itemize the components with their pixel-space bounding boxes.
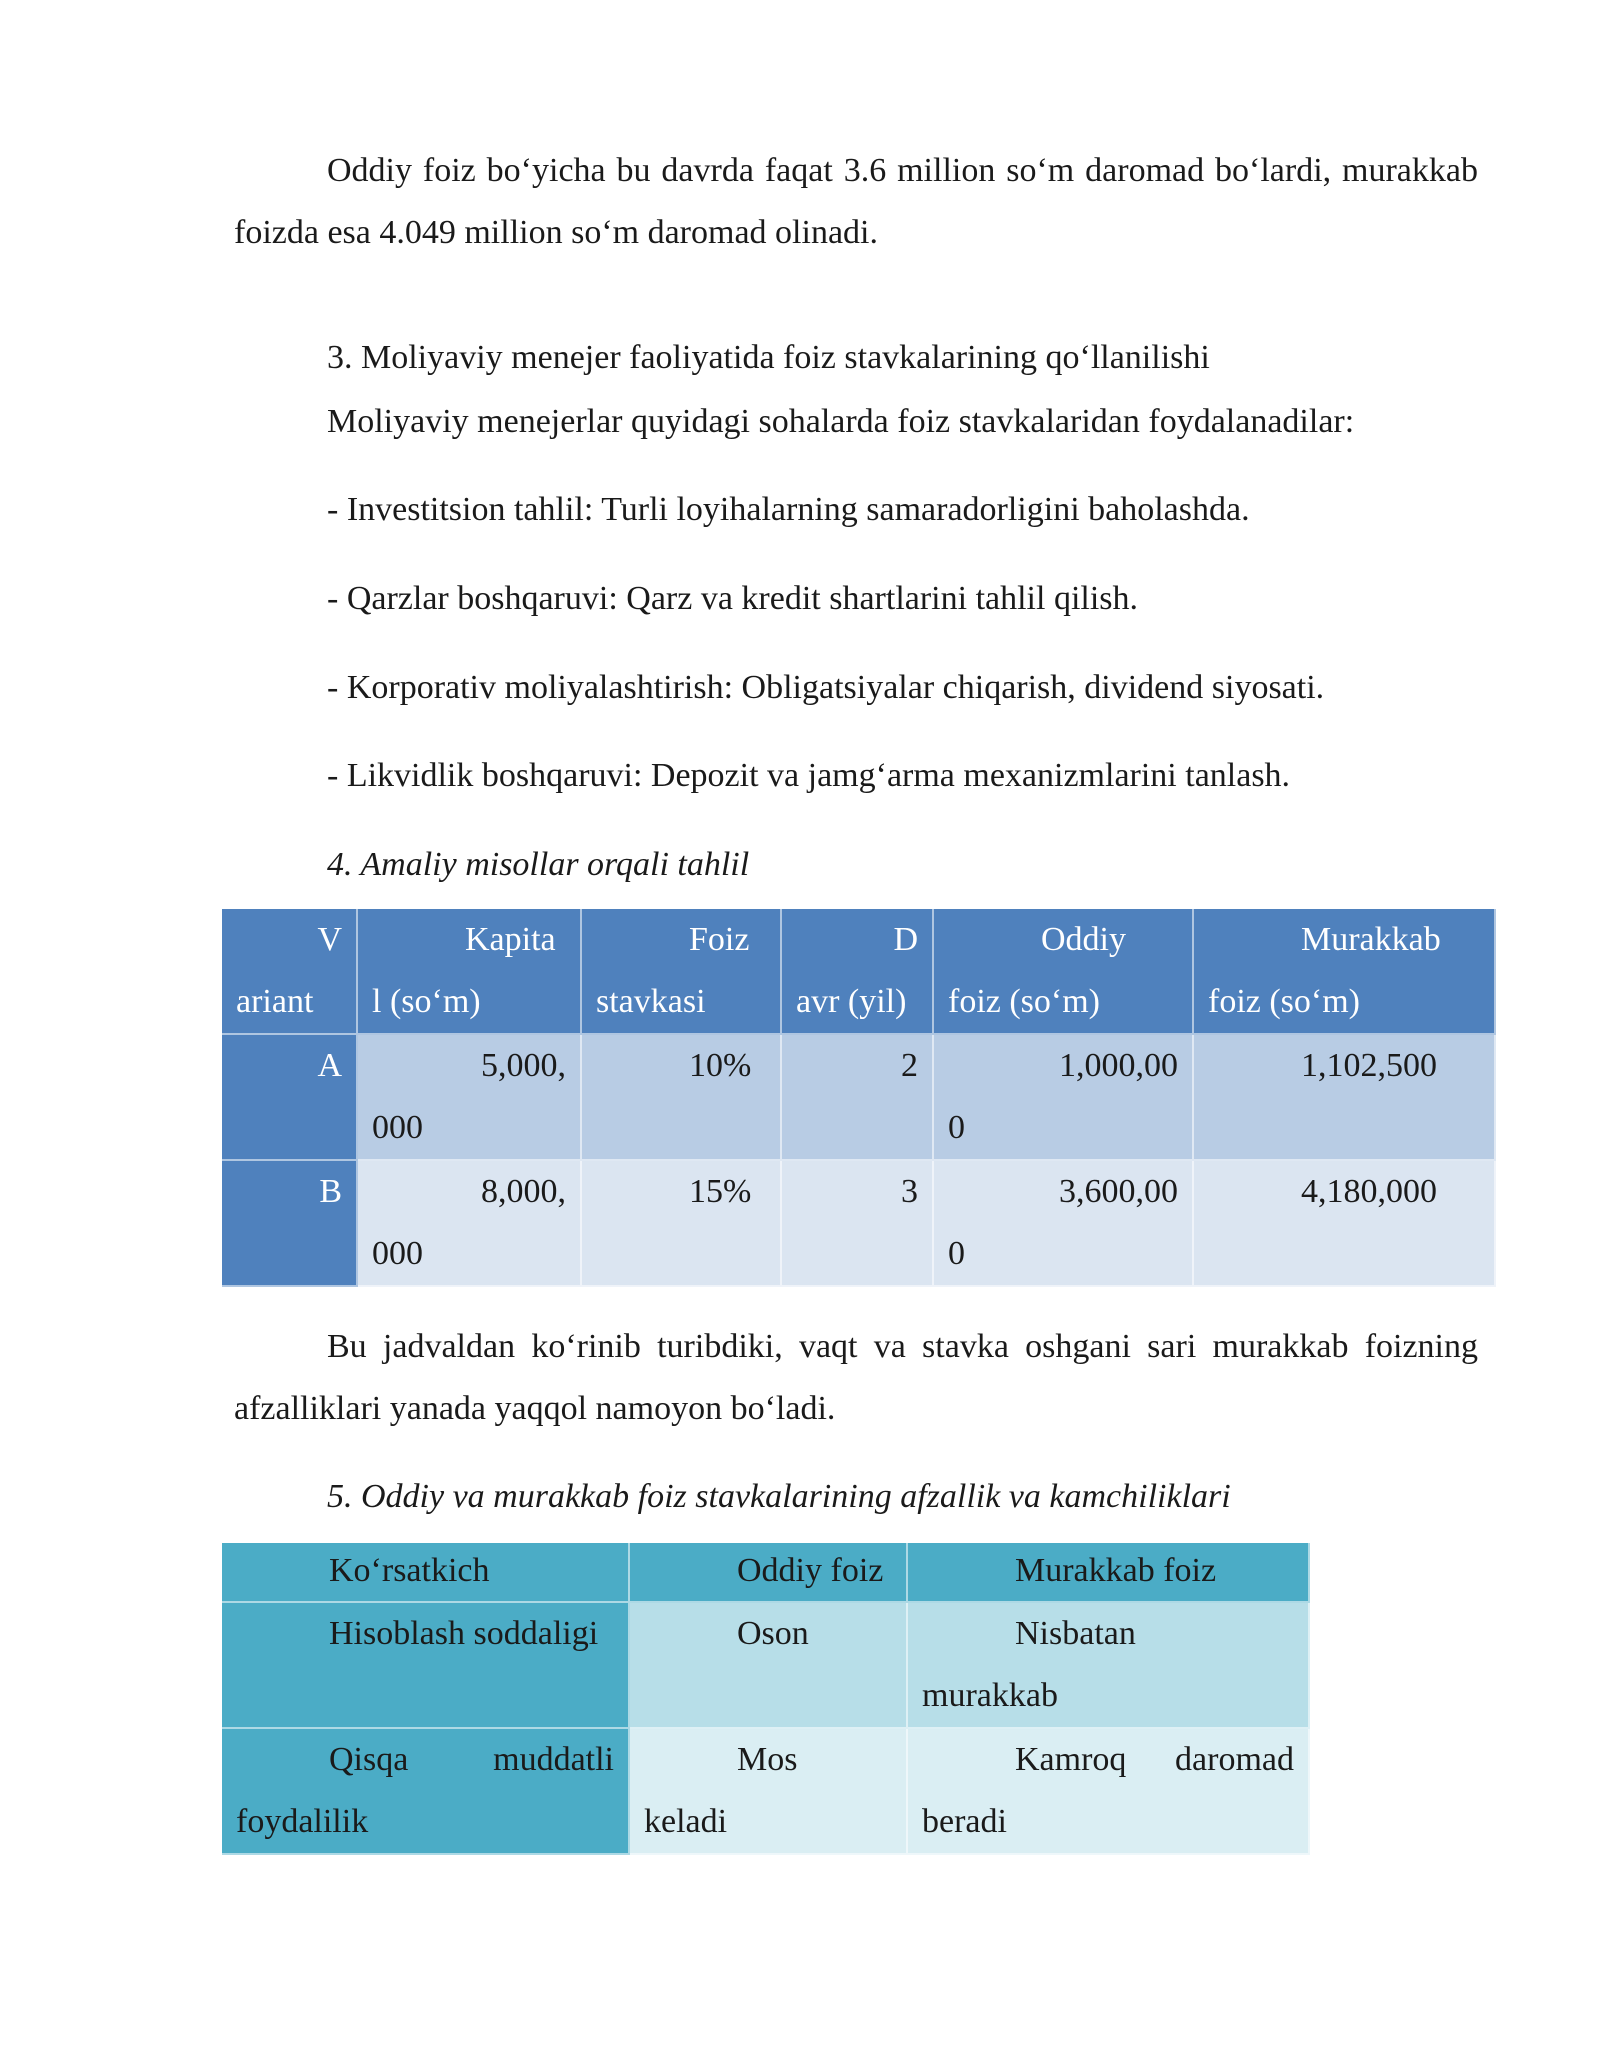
table-header-row: [222, 909, 1496, 1035]
table-row: [222, 1035, 1496, 1161]
table-cell: 1,102,500: [1194, 1035, 1496, 1161]
header-cell-variant: V ariant: [222, 909, 358, 1035]
table-cell: Kamroq daromad beradi: [908, 1729, 1310, 1855]
section5-heading: 5. Oddiy va murakkab foiz stavkalarining afzallik va kamchiliklari: [327, 1478, 1231, 1515]
table-cell: Hisoblash soddaligi: [222, 1603, 630, 1729]
header-cell-simple: Oddiy foiz: [630, 1543, 908, 1603]
table-cell: A: [222, 1035, 358, 1161]
section3-lead: Moliyaviy menejerlar quyidagi sohalarda foiz stavkalaridan foydalanadilar:: [327, 403, 1355, 440]
section3-heading: 3. Moliyaviy menejer faoliyatida foiz stavkalarining qo‘llanilishi: [327, 339, 1210, 376]
header-cell-period: D avr (yil): [782, 909, 934, 1035]
table-row: [222, 1729, 1310, 1855]
table-cell: 3: [782, 1161, 934, 1287]
header-cell-compound: Murakkab foiz: [908, 1543, 1310, 1603]
table-cell: 3,600,00 0: [934, 1161, 1194, 1287]
section4-heading: 4. Amaliy misollar orqali tahlil: [327, 846, 750, 883]
header-cell-rate: Foiz stavkasi: [582, 909, 782, 1035]
table-cell: 8,000, 000: [358, 1161, 582, 1287]
table-cell: 4,180,000: [1194, 1161, 1496, 1287]
table-cell: Nisbatan murakkab: [908, 1603, 1310, 1729]
header-cell-simple: Oddiy foiz (so‘m): [934, 909, 1194, 1035]
table-cell: 5,000, 000: [358, 1035, 582, 1161]
table-cell: Mos keladi: [630, 1729, 908, 1855]
header-cell-compound: Murakkab foiz (so‘m): [1194, 909, 1496, 1035]
table-cell: Qisqa muddatli foydalilik: [222, 1729, 630, 1855]
table-row: [222, 1161, 1496, 1287]
header-cell-capital: Kapita l (so‘m): [358, 909, 582, 1035]
list-item: - Likvidlik boshqaruvi: Depozit va jamg‘arma mexanizmlarini tanlash.: [327, 757, 1291, 794]
table-cell: B: [222, 1161, 358, 1287]
list-item: - Korporativ moliyalashtirish: Obligatsiyalar chiqarish, dividend siyosati.: [327, 669, 1325, 706]
table-cell: 10%: [582, 1035, 782, 1161]
header-cell-indicator: Ko‘rsatkich: [222, 1543, 630, 1603]
table-cell: 15%: [582, 1161, 782, 1287]
table-cell: 1,000,00 0: [934, 1035, 1194, 1161]
list-item: - Investitsion tahlil: Turli loyihalarning samaradorligini baholashda.: [327, 491, 1250, 528]
table-cell: Oson: [630, 1603, 908, 1729]
list-item: - Qarzlar boshqaruvi: Qarz va kredit shartlarini tahlil qilish.: [327, 580, 1139, 617]
comparison-table: [222, 909, 1496, 1287]
pros-cons-table: [222, 1543, 1310, 1855]
table-header-row: [222, 1543, 1310, 1603]
table-cell: 2: [782, 1035, 934, 1161]
intro-paragraph: Oddiy foiz bo‘yicha bu davrda faqat 3.6 million so‘m daromad bo‘lardi, murakkab foizda esa 4.049 million so‘m daromad olinadi.: [234, 152, 1478, 251]
conclusion-paragraph: Bu jadvaldan ko‘rinib turibdiki, vaqt va stavka oshgani sari murakkab foizning afzalliklari yanada yaqqol namoyon bo‘ladi.: [234, 1328, 1478, 1427]
table-row: [222, 1603, 1310, 1729]
